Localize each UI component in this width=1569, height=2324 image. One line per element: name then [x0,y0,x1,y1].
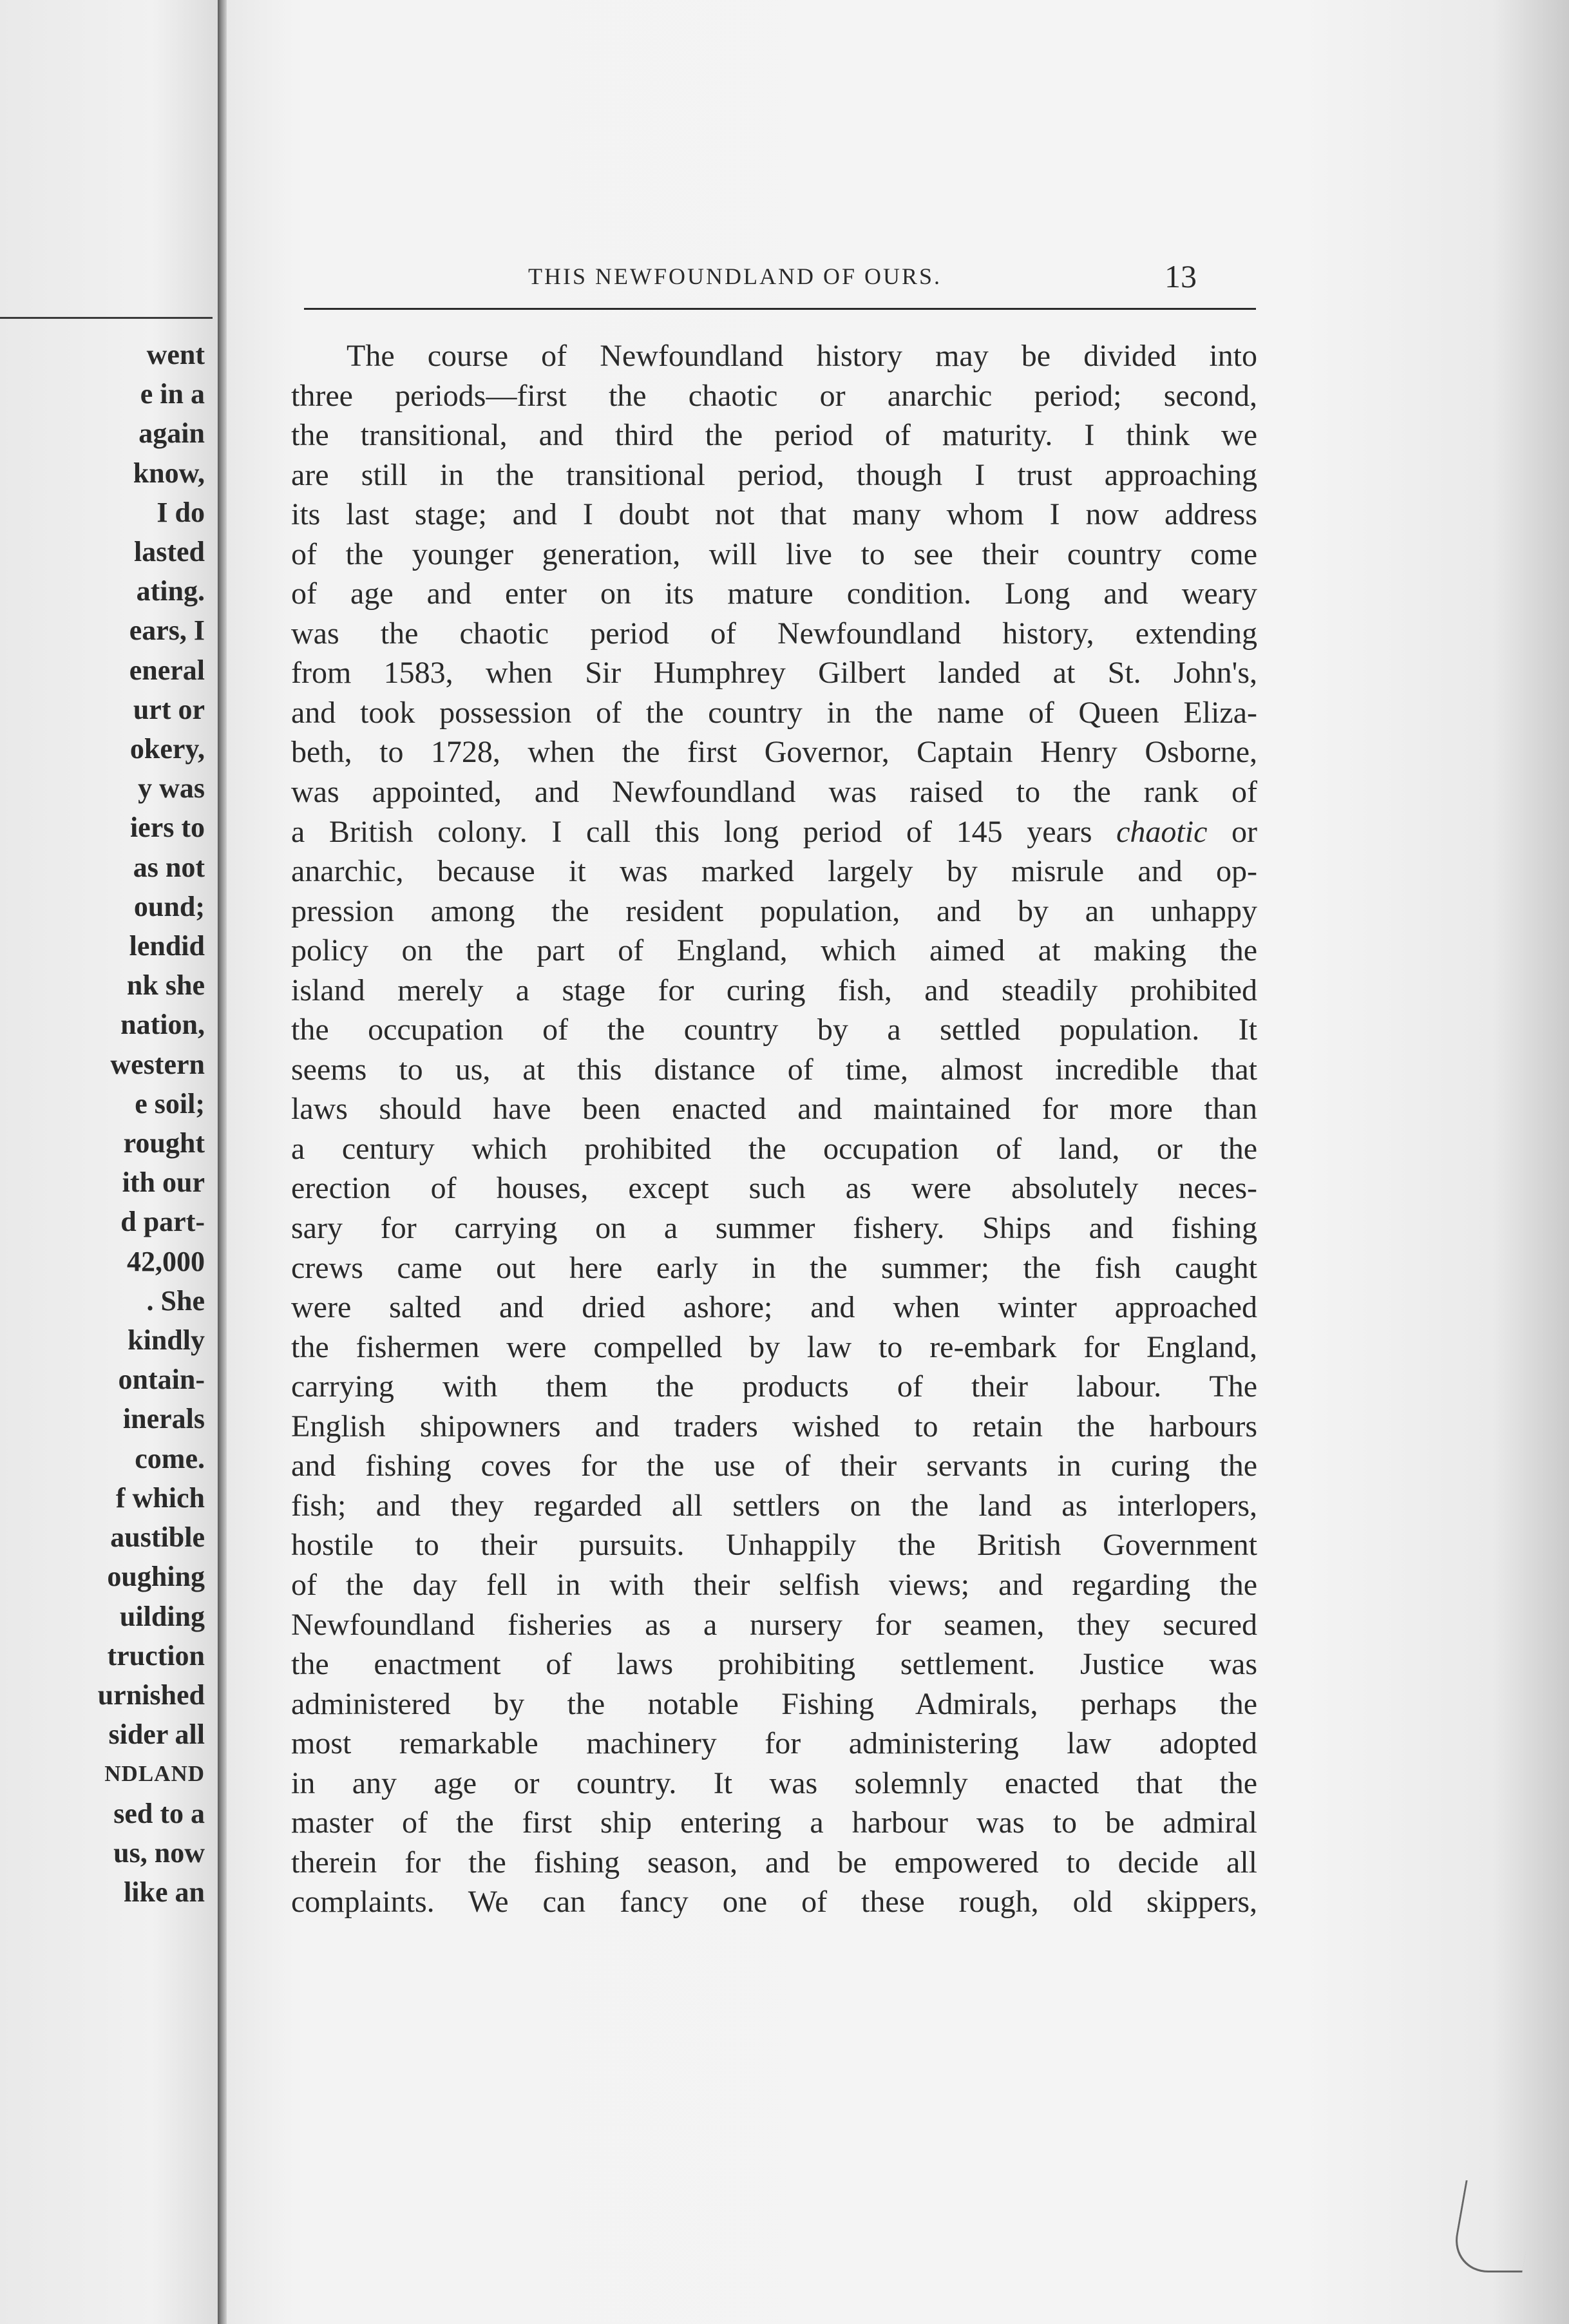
left-page-line: again [138,417,205,450]
left-page-line: inerals [122,1403,205,1435]
left-page-line: ears, I [129,614,205,647]
left-page-line: e soil; [135,1087,205,1119]
body-line: anarchic, because it was marked largely by misrule and op- [291,854,1257,889]
right-page [227,0,1569,2324]
body-line: sary for carrying on a summer fishery. Ships and fishing [291,1211,1257,1246]
body-line: Newfoundland fisheries as a nursery for seamen, they secured [291,1607,1257,1642]
left-page-line: rought [123,1127,205,1159]
left-page-line: truction [107,1639,205,1672]
left-page-line: oughing [107,1561,205,1593]
left-page-line: like an [124,1876,205,1908]
left-page-line: I do [157,496,205,528]
left-page-line: nation, [120,1009,205,1041]
body-line: policy on the part of England, which aimed at making the [291,933,1257,968]
body-line: erection of houses, except such as were absolutely neces- [291,1171,1257,1206]
body-line: island merely a stage for curing fish, and steadily prohibited [291,973,1257,1007]
header-rule [304,308,1256,310]
left-page-line: western [110,1048,205,1080]
page-edge-shadow [1492,0,1569,2324]
left-facing-page [0,0,218,2324]
body-line: hostile to their pursuits. Unhappily the British Government [291,1528,1257,1563]
left-page-line: nk she [126,969,205,1002]
body-line: its last stage; and I doubt not that many whom I now address [291,497,1257,532]
left-page-line: f which [115,1481,205,1514]
left-page-line: urt or [133,693,205,725]
left-page-line: uilding [119,1600,205,1632]
body-line: administered by the notable Fishing Admirals, perhaps the [291,1686,1257,1721]
body-line: The course of Newfoundland history may be divided into [347,339,1257,373]
left-page-line: ound; [133,890,205,922]
left-page-line: kindly [128,1324,205,1357]
left-page-line: ontain- [118,1364,205,1396]
left-page-line: ating. [136,575,205,607]
left-page-line: lasted [134,536,205,568]
left-page-line: come. [135,1442,205,1474]
body-line: therein for the fishing season, and be empowered to decide all [291,1845,1257,1880]
body-line: master of the first ship entering a harbour was to be admiral [291,1805,1257,1840]
body-line: most remarkable machinery for administering law adopted [291,1726,1257,1761]
body-line: three periods—first the chaotic or anarchic period; second, [291,378,1257,413]
body-line: crews came out here early in the summer; the fish caught [291,1250,1257,1285]
left-page-line: eneral [129,654,205,686]
body-line: the fishermen were compelled by law to re-embark for England, [291,1329,1257,1364]
left-page-header-rule [0,317,213,319]
left-page-line: iers to [129,812,205,844]
left-page-line: as not [133,851,205,883]
body-line: of age and enter on its mature condition. Long and weary [291,576,1257,611]
body-line: a century which prohibited the occupation of land, or the [291,1131,1257,1166]
left-page-line: lendid [129,930,205,962]
body-line: fish; and they regarded all settlers on the land as interlopers, [291,1488,1257,1523]
left-page-line: e in a [140,378,205,410]
body-line: was appointed, and Newfoundland was raised to the rank of [291,775,1257,810]
left-page-line: okery, [129,733,205,765]
body-line: of the day fell in with their selfish views; and regarding the [291,1567,1257,1602]
body-line: laws should have been enacted and maintained for more than [291,1092,1257,1127]
body-line: English shipowners and traders wished to retain the harbours [291,1409,1257,1443]
left-page-line: d part- [120,1206,205,1238]
left-page-line: know, [133,457,205,489]
left-page-line: sed to a [113,1797,205,1829]
body-line: complaints. We can fancy one of these rough, old skippers, [291,1885,1257,1919]
body-line: of the younger generation, will live to see their country come [291,537,1257,571]
body-line: the occupation of the country by a settled population. It [291,1013,1257,1047]
body-line: carrying with them the products of their labour. The [291,1369,1257,1404]
left-page-line: sider all [108,1719,205,1751]
body-line: was the chaotic period of Newfoundland history, extending [291,616,1257,651]
page-number: 13 [1165,258,1197,294]
body-line: and took possession of the country in the name of Queen Eliza- [291,695,1257,730]
body-line: were salted and dried ashore; and when winter approached [291,1290,1257,1325]
left-page-line: went [146,339,205,370]
left-page-line: NDLAND [104,1761,205,1787]
body-line: from 1583, when Sir Humphrey Gilbert landed at St. John's, [291,656,1257,691]
body-line: in any age or country. It was solemnly enacted that the [291,1766,1257,1800]
body-line: are still in the transitional period, though I trust approaching [291,457,1257,492]
body-line: the transitional, and third the period of maturity. I think we [291,418,1257,453]
left-page-line: 42,000 [127,1245,205,1277]
body-text [291,336,1257,1922]
left-page-line: y was [138,772,205,805]
body-line: the enactment of laws prohibiting settlement. Justice was [291,1647,1257,1682]
left-page-line: . She [146,1284,205,1317]
body-line: seems to us, at this distance of time, almost incredible that [291,1052,1257,1087]
left-page-line: austible [110,1521,205,1554]
body-line: a British colony. I call this long period of 145 years chaotic or [291,814,1258,849]
body-line: and fishing coves for the use of their servants in curing the [291,1449,1257,1483]
left-page-text [0,335,205,1912]
body-line: pression among the resident population, and by an unhappy [291,893,1257,928]
book-gutter [218,0,227,2324]
body-line: beth, to 1728, when the first Governor, Captain Henry Osborne, [291,735,1257,770]
left-page-line: us, now [113,1836,205,1869]
left-page-line: ith our [122,1167,205,1199]
running-title: THIS NEWFOUNDLAND OF OURS. [528,263,942,289]
left-page-line: urnished [97,1679,205,1711]
